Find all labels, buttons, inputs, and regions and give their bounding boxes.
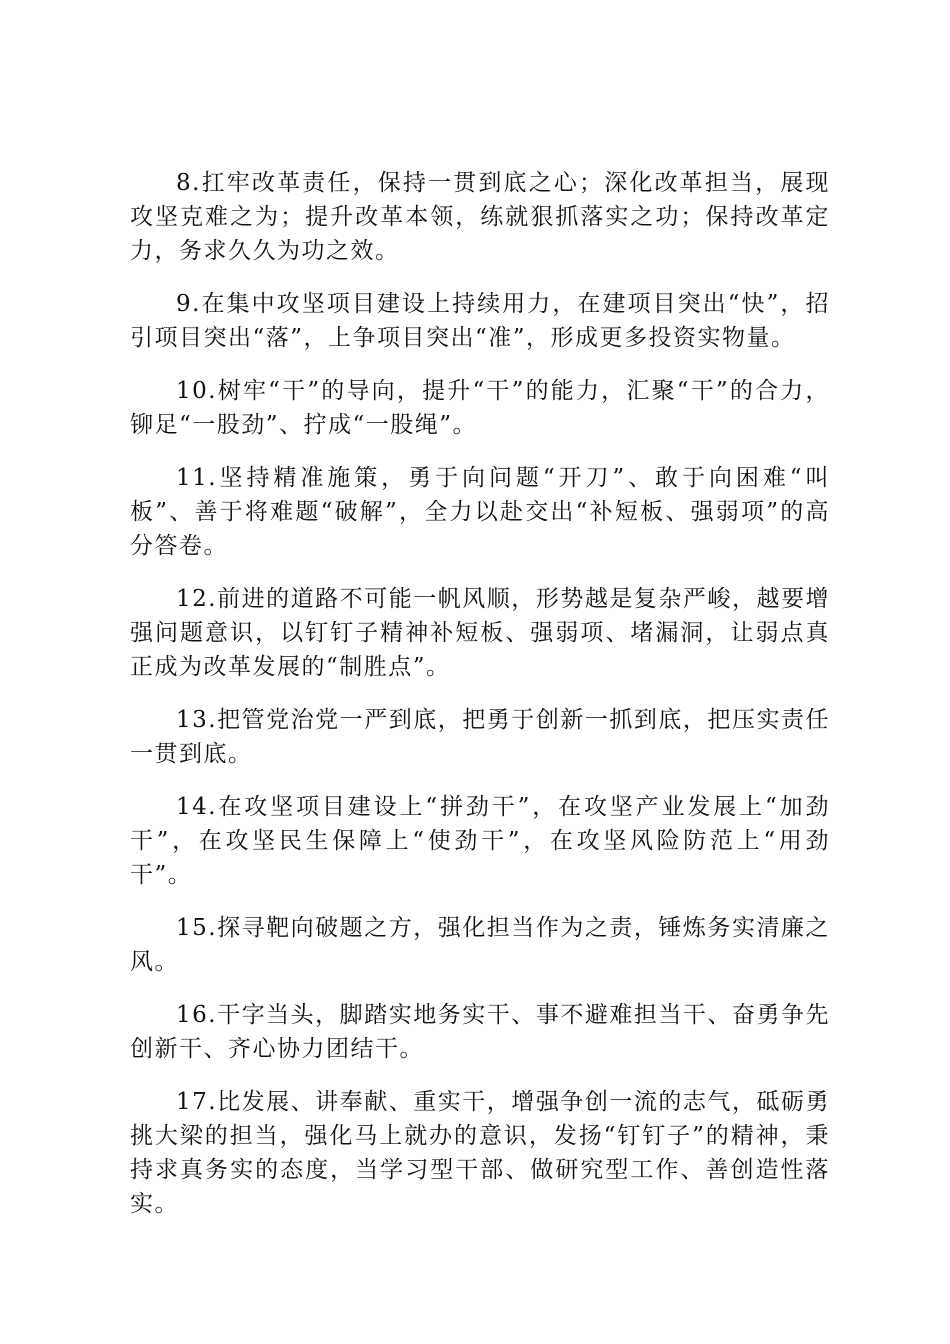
- document-page: [130, 166, 830, 1240]
- paragraph-17: 17.比发展、讲奉献、重实干，增强争创一流的志气，砥砺勇挑大梁的担当，强化马上就办的意识，发扬“钉钉子”的精神，秉持求真务实的态度，当学习型干部、做研究型工作、善创造性落实。: [130, 1089, 830, 1217]
- paragraph-16: 16.干字当头，脚踏实地务实干、事不避难担当干、奋勇争先创新干、齐心协力团结干。: [130, 1002, 830, 1062]
- paragraph-12: 12.前进的道路不可能一帆风顺，形势越是复杂严峻，越要增强问题意识，以钉钉子精神补短板、强弱项、堵漏洞，让弱点真正成为改革发展的“制胜点”。: [130, 586, 830, 680]
- paragraph-10: 10.树牢“干”的导向，提升“干”的能力，汇聚“干”的合力，铆足“一股劲”、拧成“一股绳”。: [130, 378, 830, 438]
- paragraph-14: 14.在攻坚项目建设上“拼劲干”，在攻坚产业发展上“加劲干”，在攻坚民生保障上“使劲干”，在攻坚风险防范上“用劲干”。: [130, 794, 830, 888]
- paragraph-15: 15.探寻靶向破题之方，强化担当作为之责，锤炼务实清廉之风。: [130, 915, 830, 975]
- paragraph-8: 8.扛牢改革责任，保持一贯到底之心；深化改革担当，展现攻坚克难之为；提升改革本领，练就狠抓落实之功；保持改革定力，务求久久为功之效。: [130, 170, 830, 264]
- paragraph-13: 13.把管党治党一严到底，把勇于创新一抓到底，把压实责任一贯到底。: [130, 707, 830, 767]
- paragraph-9: 9.在集中攻坚项目建设上持续用力，在建项目突出“快”，招引项目突出“落”，上争项目突出“准”，形成更多投资实物量。: [130, 291, 830, 351]
- paragraph-11: 11.坚持精准施策，勇于向问题“开刀”、敢于向困难“叫板”、善于将难题“破解”，全力以赴交出“补短板、强弱项”的高分答卷。: [130, 465, 830, 559]
